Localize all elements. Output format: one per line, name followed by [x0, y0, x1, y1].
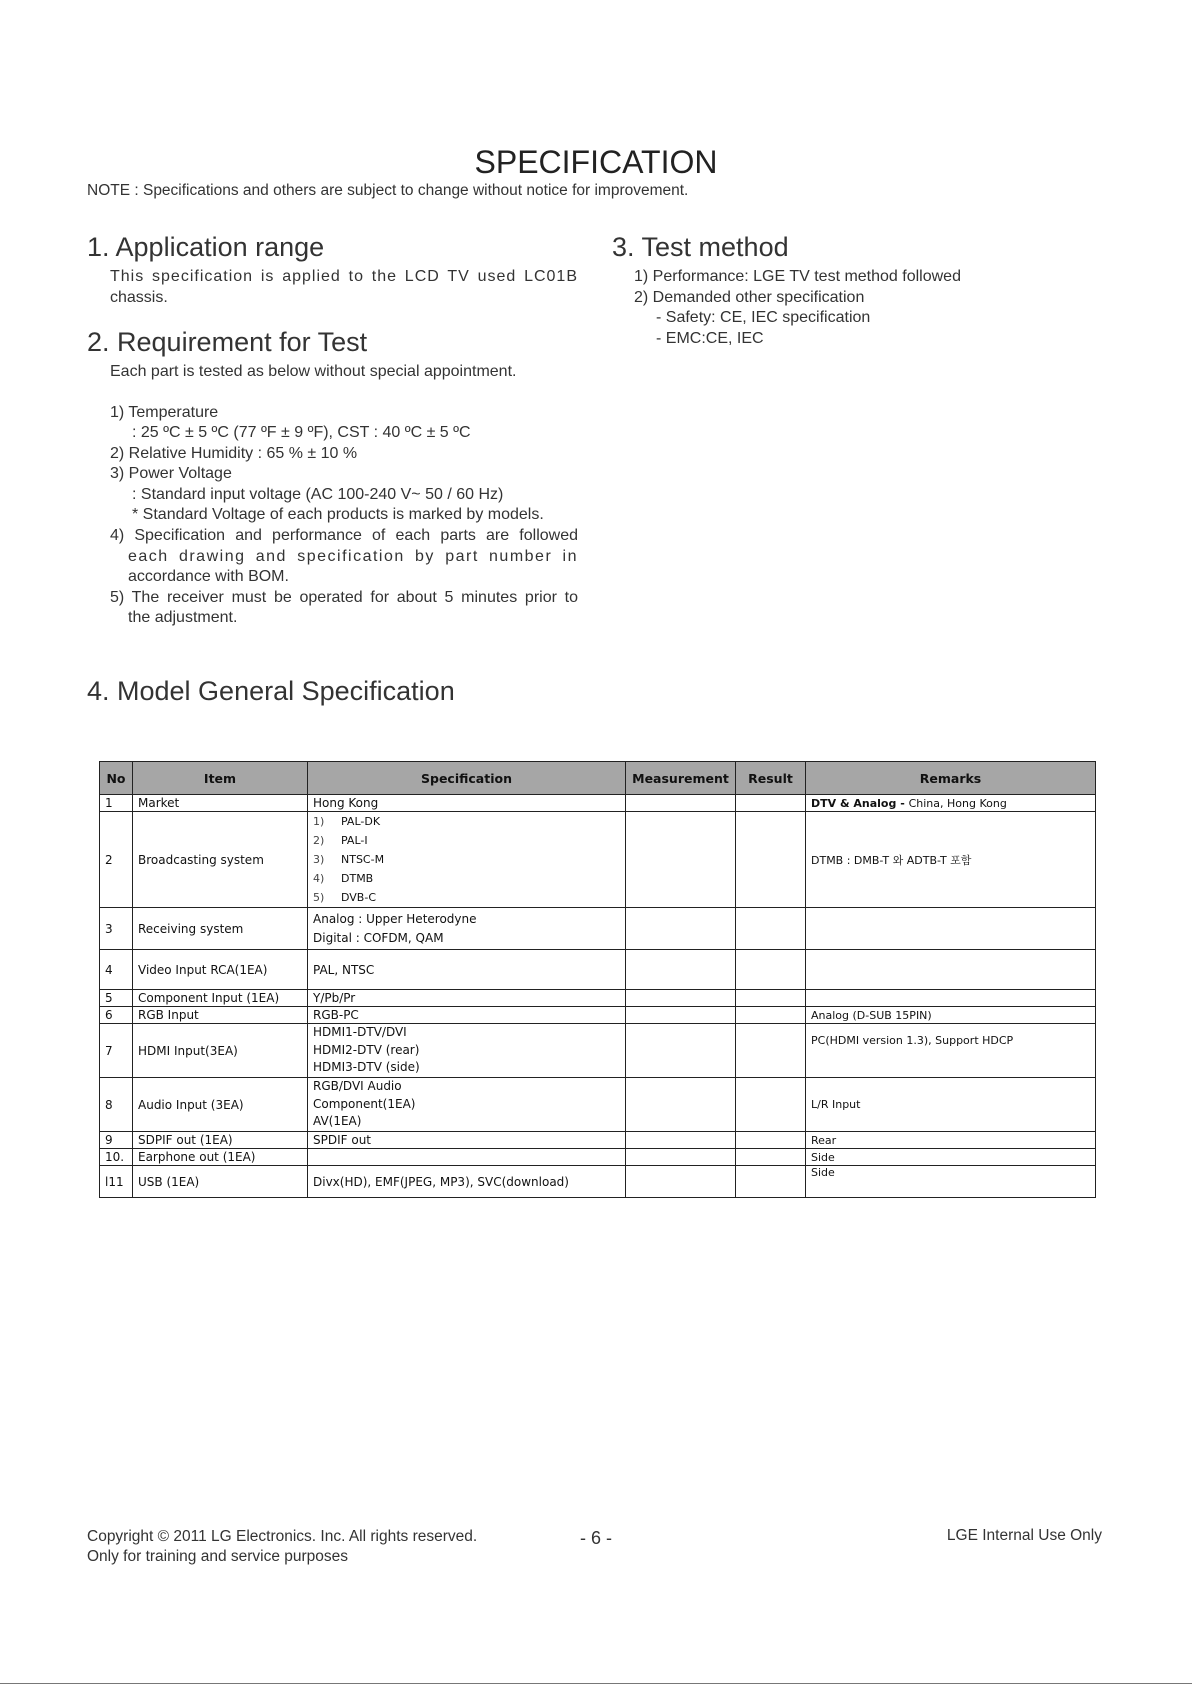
cell-measurement — [626, 1024, 736, 1078]
cell-item: Audio Input (3EA) — [133, 1078, 308, 1132]
cell-spec: SPDIF out — [308, 1132, 626, 1149]
application-range-text-line1: This specification is applied to the LCD TV used LC01B — [110, 268, 578, 285]
cell-remarks — [806, 795, 1096, 812]
cell-spec — [308, 1149, 626, 1166]
cell-measurement — [626, 1078, 736, 1132]
footer-internal-use: LGE Internal Use Only — [946, 1527, 1102, 1544]
table-header-row — [100, 762, 1096, 795]
spec-line: HDMI2-DTV (rear) — [313, 1042, 420, 1057]
requirement-item: accordance with BOM. — [128, 568, 289, 585]
cell-result — [736, 1149, 806, 1166]
cell-spec: RGB-PC — [308, 1007, 626, 1024]
cell-no: 8 — [100, 1078, 133, 1132]
cell-item: HDMI Input(3EA) — [133, 1024, 308, 1078]
spec-line: HDMI1-DTV/DVI — [313, 1025, 407, 1040]
cell-spec — [308, 812, 626, 908]
cell-item: Earphone out (1EA) — [133, 1149, 308, 1166]
spec-list-item: 5) DVB-C — [313, 891, 376, 904]
requirement-item: : Standard input voltage (AC 100-240 V~ 50 / 60 Hz) — [132, 486, 504, 503]
cell-spec: Hong Kong — [308, 795, 626, 812]
section-heading-test-method: 3. Test method — [612, 232, 789, 262]
cell-no: 10. — [100, 1149, 133, 1166]
table-row — [100, 1166, 1096, 1198]
page-bottom-rule — [0, 1683, 1192, 1684]
cell-no: 7 — [100, 1024, 133, 1078]
cell-remarks: DTMB : DMB-T 와 ADTB-T 포함 — [806, 812, 1096, 908]
remarks-bold-prefix: DTV & Analog - — [811, 796, 909, 810]
test-method-item: 2) Demanded other specification — [634, 289, 865, 306]
cell-measurement — [626, 1166, 736, 1198]
cell-remarks — [806, 990, 1096, 1007]
col-header-remarks: Remarks — [806, 762, 1096, 795]
cell-no: 3 — [100, 908, 133, 950]
cell-item: Broadcasting system — [133, 812, 308, 908]
cell-measurement — [626, 812, 736, 908]
spec-line: Digital : COFDM, QAM — [313, 930, 444, 945]
cell-remarks: Side — [806, 1149, 1096, 1166]
cell-result — [736, 950, 806, 990]
cell-spec — [308, 1024, 626, 1078]
spec-list-item: 4) DTMB — [313, 872, 374, 885]
cell-remarks: L/R Input — [806, 1078, 1096, 1132]
cell-remarks — [806, 950, 1096, 990]
test-method-item: - Safety: CE, IEC specification — [656, 309, 871, 326]
cell-result — [736, 908, 806, 950]
test-method-item: 1) Performance: LGE TV test method followed — [634, 268, 961, 285]
requirement-item: 1) Temperature — [110, 404, 219, 421]
cell-item: Video Input RCA(1EA) — [133, 950, 308, 990]
cell-item: Market — [133, 795, 308, 812]
requirement-item: 5) The receiver must be operated for about 5 minutes prior to — [110, 589, 578, 606]
cell-result — [736, 1007, 806, 1024]
cell-remarks: Analog (D-SUB 15PIN) — [806, 1007, 1096, 1024]
footer-purpose: Only for training and service purposes — [87, 1548, 349, 1565]
col-header-specification: Specification — [308, 762, 626, 795]
cell-spec: PAL, NTSC — [308, 950, 626, 990]
col-header-result: Result — [736, 762, 806, 795]
cell-result — [736, 1132, 806, 1149]
spec-line: HDMI3-DTV (side) — [313, 1060, 420, 1075]
cell-no: 2 — [100, 812, 133, 908]
cell-no: 1 — [100, 795, 133, 812]
cell-item: RGB Input — [133, 1007, 308, 1024]
cell-measurement — [626, 1149, 736, 1166]
page-title: SPECIFICATION — [474, 144, 718, 180]
spec-list-item: 2) PAL-I — [313, 834, 368, 847]
col-header-item: Item — [133, 762, 308, 795]
section-heading-application-range: 1. Application range — [87, 232, 325, 262]
table-row — [100, 950, 1096, 990]
cell-spec: Y/Pb/Pr — [308, 990, 626, 1007]
table-row — [100, 1078, 1096, 1132]
cell-item: Component Input (1EA) — [133, 990, 308, 1007]
table-row — [100, 1132, 1096, 1149]
spec-list-item: 3) NTSC-M — [313, 853, 385, 866]
cell-result — [736, 795, 806, 812]
cell-item: USB (1EA) — [133, 1166, 308, 1198]
col-header-no: No — [100, 762, 133, 795]
cell-spec — [308, 908, 626, 950]
page-number: - 6 - — [579, 1528, 612, 1548]
cell-no: 6 — [100, 1007, 133, 1024]
test-method-item: - EMC:CE, IEC — [656, 330, 764, 347]
requirement-item: 4) Specification and performance of each parts are followed — [110, 527, 578, 544]
requirement-item: : 25 ºC ± 5 ºC (77 ºF ± 9 ºF), CST : 40 ºC ± 5 ºC — [132, 424, 471, 441]
cell-no: 5 — [100, 990, 133, 1007]
application-range-text-line2: chassis. — [110, 289, 168, 306]
cell-remarks — [806, 908, 1096, 950]
table-row — [100, 990, 1096, 1007]
table-row — [100, 795, 1096, 812]
table-row — [100, 1007, 1096, 1024]
spec-line: RGB/DVI Audio — [313, 1079, 402, 1094]
section-heading-requirement-for-test: 2. Requirement for Test — [87, 327, 368, 357]
requirement-item: 2) Relative Humidity : 65 % ± 10 % — [110, 445, 358, 462]
spec-line: AV(1EA) — [313, 1114, 362, 1129]
cell-no: 9 — [100, 1132, 133, 1149]
cell-result — [736, 1166, 806, 1198]
cell-remarks: Side — [806, 1166, 1096, 1198]
table-row — [100, 908, 1096, 950]
cell-measurement — [626, 950, 736, 990]
col-header-measurement: Measurement — [626, 762, 736, 795]
spec-list-item: 1) PAL-DK — [313, 815, 381, 828]
spec-table — [99, 761, 1096, 1198]
table-row — [100, 1024, 1096, 1078]
cell-result — [736, 990, 806, 1007]
cell-measurement — [626, 795, 736, 812]
cell-result — [736, 1078, 806, 1132]
cell-no: 4 — [100, 950, 133, 990]
cell-remarks: PC(HDMI version 1.3), Support HDCP — [806, 1024, 1096, 1078]
spec-line: Analog : Upper Heterodyne — [313, 911, 477, 926]
remarks-text: China, Hong Kong — [908, 796, 1007, 810]
cell-remarks: Rear — [806, 1132, 1096, 1149]
requirement-item: the adjustment. — [128, 609, 238, 626]
cell-result — [736, 812, 806, 908]
table-row — [100, 1149, 1096, 1166]
requirement-intro: Each part is tested as below without special appointment. — [110, 363, 517, 380]
cell-measurement — [626, 990, 736, 1007]
cell-measurement — [626, 1132, 736, 1149]
requirement-item: * Standard Voltage of each products is marked by models. — [132, 506, 544, 523]
spec-line: Component(1EA) — [313, 1096, 416, 1111]
cell-item: Receiving system — [133, 908, 308, 950]
cell-measurement — [626, 1007, 736, 1024]
requirement-item: 3) Power Voltage — [110, 465, 232, 482]
section-heading-model-general-specification: 4. Model General Specification — [87, 676, 455, 706]
note-text: NOTE : Specifications and others are subject to change without notice for improvement. — [87, 182, 689, 199]
requirement-item: each drawing and specification by part number in — [128, 548, 578, 565]
cell-spec — [308, 1078, 626, 1132]
cell-spec: Divx(HD), EMF(JPEG, MP3), SVC(download) — [308, 1166, 626, 1198]
cell-measurement — [626, 908, 736, 950]
cell-no: l11 — [100, 1166, 133, 1198]
cell-result — [736, 1024, 806, 1078]
footer-copyright: Copyright © 2011 LG Electronics. Inc. All rights reserved. — [87, 1528, 478, 1545]
cell-item: SDPIF out (1EA) — [133, 1132, 308, 1149]
table-row — [100, 812, 1096, 908]
